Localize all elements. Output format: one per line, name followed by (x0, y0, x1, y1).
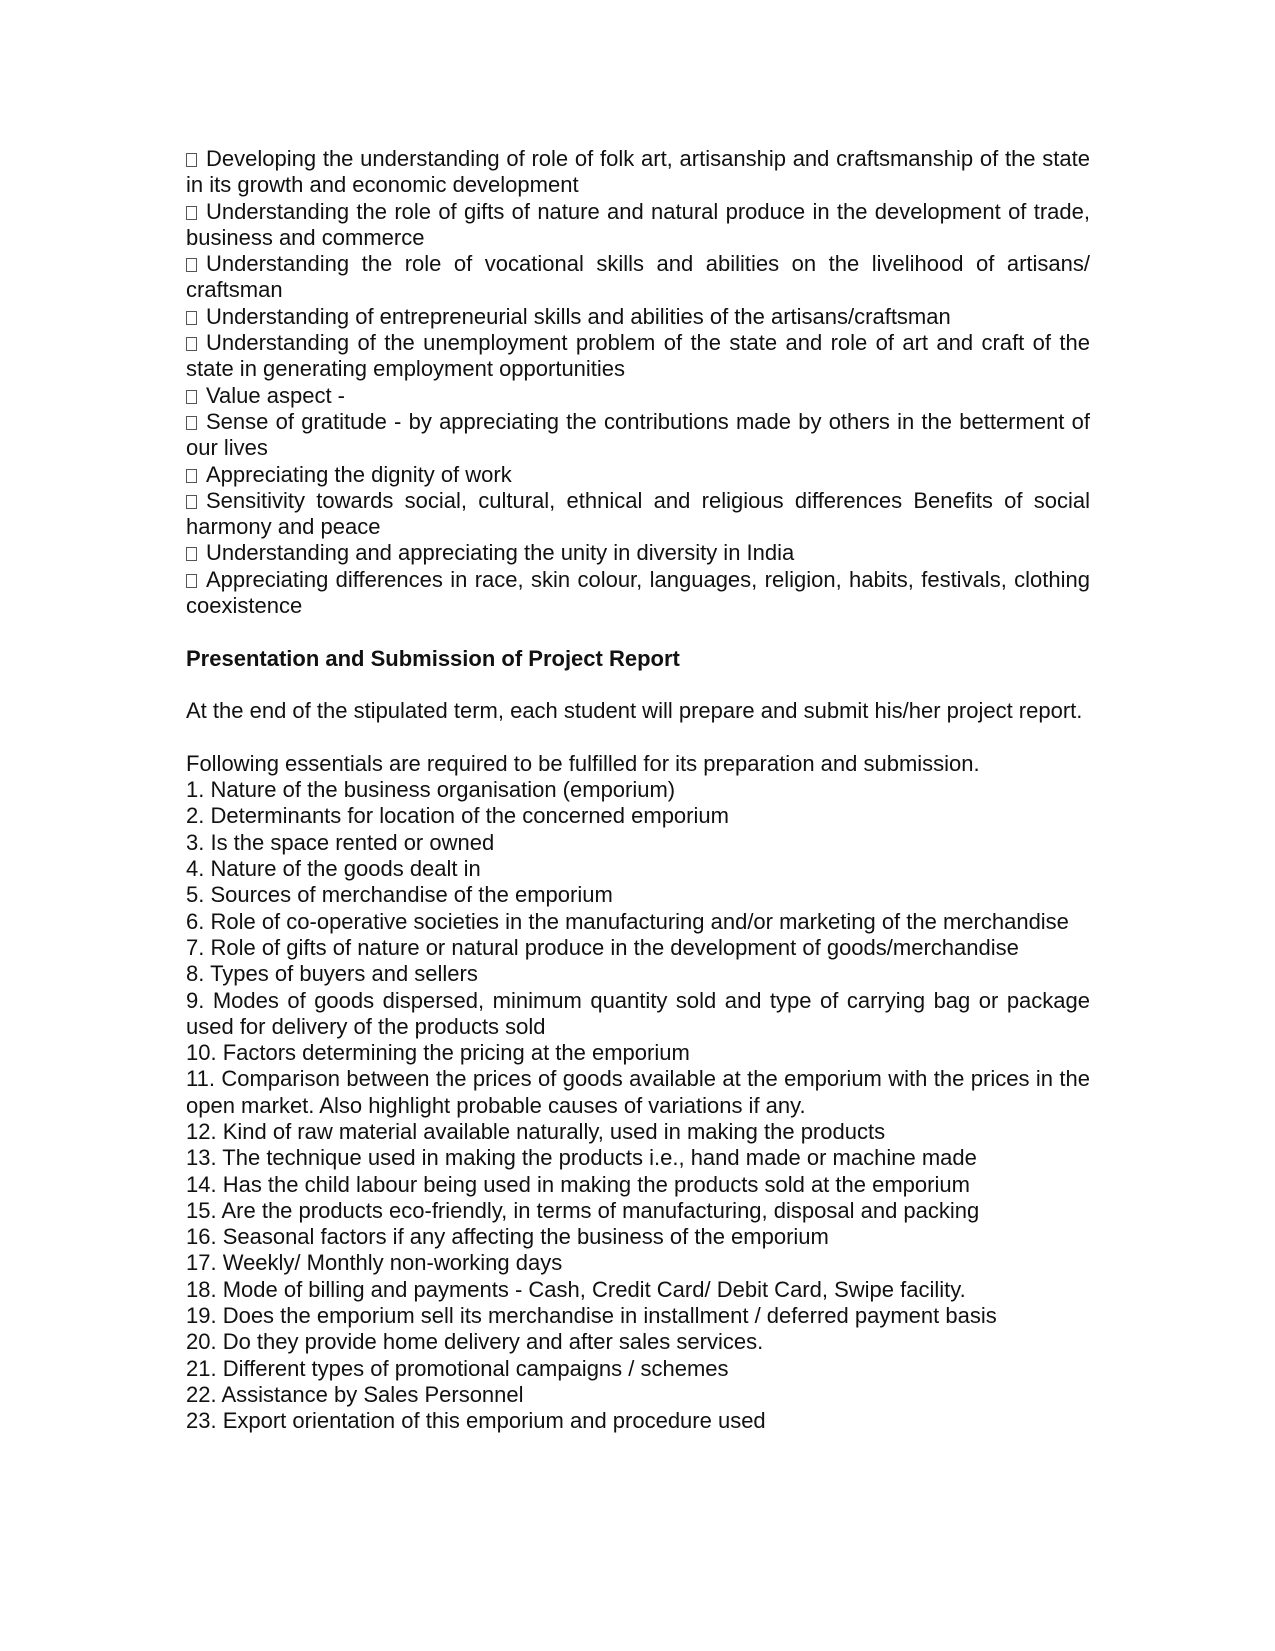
bullet-text: Appreciating differences in race, skin colour, languages, religion, habits, festivals, clothing coexistence (186, 566, 1090, 619)
list-item: 11. Comparison between the prices of goods available at the emporium with the prices in the open market. Also highlight probable causes of variations if any. (186, 1066, 1090, 1118)
bullet-item (186, 409, 1090, 462)
list-item: 23. Export orientation of this emporium and procedure used (186, 1408, 766, 1434)
spacer (186, 725, 1090, 751)
list-item: 18. Mode of billing and payments - Cash, Credit Card/ Debit Card, Swipe facility. (186, 1276, 966, 1302)
document-page (186, 146, 1090, 1435)
checkbox-bullet-icon (186, 311, 197, 325)
list-item: 16. Seasonal factors if any affecting the business of the emporium (186, 1224, 829, 1250)
list-item: 22. Assistance by Sales Personnel (186, 1381, 524, 1407)
bullet-text: Value aspect - (206, 382, 346, 408)
checkbox-bullet-icon (186, 416, 197, 430)
numbered-list (186, 777, 1090, 1434)
checkbox-bullet-icon (186, 390, 197, 404)
bullet-text: Understanding the role of vocational skills and abilities on the livelihood of artisans/ craftsman (186, 251, 1090, 303)
checkbox-bullet-icon (186, 258, 197, 272)
bullet-item (186, 462, 1090, 488)
intro-paragraph: At the end of the stipulated term, each student will prepare and submit his/her project report. (186, 698, 1083, 724)
list-item: 12. Kind of raw material available naturally, used in making the products (186, 1118, 886, 1144)
list-item: 8. Types of buyers and sellers (186, 961, 478, 987)
list-item: 4. Nature of the goods dealt in (186, 856, 481, 882)
checkbox-bullet-icon (186, 206, 197, 220)
list-item: 14. Has the child labour being used in making the products sold at the emporium (186, 1171, 970, 1197)
bullet-text: Understanding the role of gifts of nature and natural produce in the development of trade, business and commerce (186, 198, 1090, 250)
bullet-item (186, 251, 1090, 304)
bullet-text: Sense of gratitude - by appreciating the contributions made by others in the betterment of our lives (186, 408, 1090, 461)
bullet-text: Understanding of entrepreneurial skills and abilities of the artisans/craftsman (206, 303, 951, 329)
bullet-list (186, 146, 1090, 619)
bullet-item (186, 540, 1090, 566)
list-item: 3. Is the space rented or owned (186, 829, 495, 855)
list-item: 1. Nature of the business organisation (emporium) (186, 777, 676, 803)
checkbox-bullet-icon (186, 547, 197, 561)
lead-paragraph: Following essentials are required to be fulfilled for its preparation and submission. (186, 750, 980, 776)
checkbox-bullet-icon (186, 153, 197, 167)
spacer (186, 619, 1090, 645)
list-item: 21. Different types of promotional campaigns / schemes (186, 1355, 729, 1381)
bullet-item (186, 330, 1090, 383)
list-item: 15. Are the products eco-friendly, in terms of manufacturing, disposal and packing (186, 1197, 980, 1223)
list-item: 9. Modes of goods dispersed, minimum quantity sold and type of carrying bag or package used for delivery of the products sold (186, 987, 1090, 1039)
list-item: 13. The technique used in making the products i.e., hand made or machine made (186, 1145, 977, 1171)
list-item: 10. Factors determining the pricing at the emporium (186, 1040, 690, 1066)
bullet-item (186, 567, 1090, 620)
list-item: 17. Weekly/ Monthly non-working days (186, 1250, 563, 1276)
list-item: 2. Determinants for location of the concerned emporium (186, 803, 729, 829)
bullet-text: Developing the understanding of role of folk art, artisanship and craftsmanship of the state in its growth and economic development (186, 146, 1090, 198)
bullet-text: Appreciating the dignity of work (206, 461, 512, 487)
list-item: 5. Sources of merchandise of the emporium (186, 882, 613, 908)
list-item: 7. Role of gifts of nature or natural produce in the development of goods/merchandise (186, 934, 1019, 960)
bullet-item (186, 146, 1090, 199)
checkbox-bullet-icon (186, 337, 197, 351)
checkbox-bullet-icon (186, 495, 197, 509)
spacer (186, 672, 1090, 698)
checkbox-bullet-icon (186, 574, 197, 588)
list-item: 19. Does the emporium sell its merchandise in installment / deferred payment basis (186, 1303, 997, 1329)
bullet-text: Understanding and appreciating the unity in diversity in India (206, 540, 795, 566)
bullet-text: Understanding of the unemployment problem of the state and role of art and craft of the state in generating employment opportunities (186, 330, 1090, 382)
list-item: 6. Role of co-operative societies in the manufacturing and/or marketing of the merchandise (186, 908, 1069, 934)
bullet-item (186, 199, 1090, 252)
checkbox-bullet-icon (186, 469, 197, 483)
bullet-text: Sensitivity towards social, cultural, ethnical and religious differences Benefits of social harmony and peace (186, 487, 1090, 540)
bullet-item (186, 304, 1090, 330)
bullet-item (186, 488, 1090, 541)
list-item: 20. Do they provide home delivery and after sales services. (186, 1329, 764, 1355)
bullet-item (186, 383, 1090, 409)
section-heading: Presentation and Submission of Project Report (186, 645, 680, 671)
